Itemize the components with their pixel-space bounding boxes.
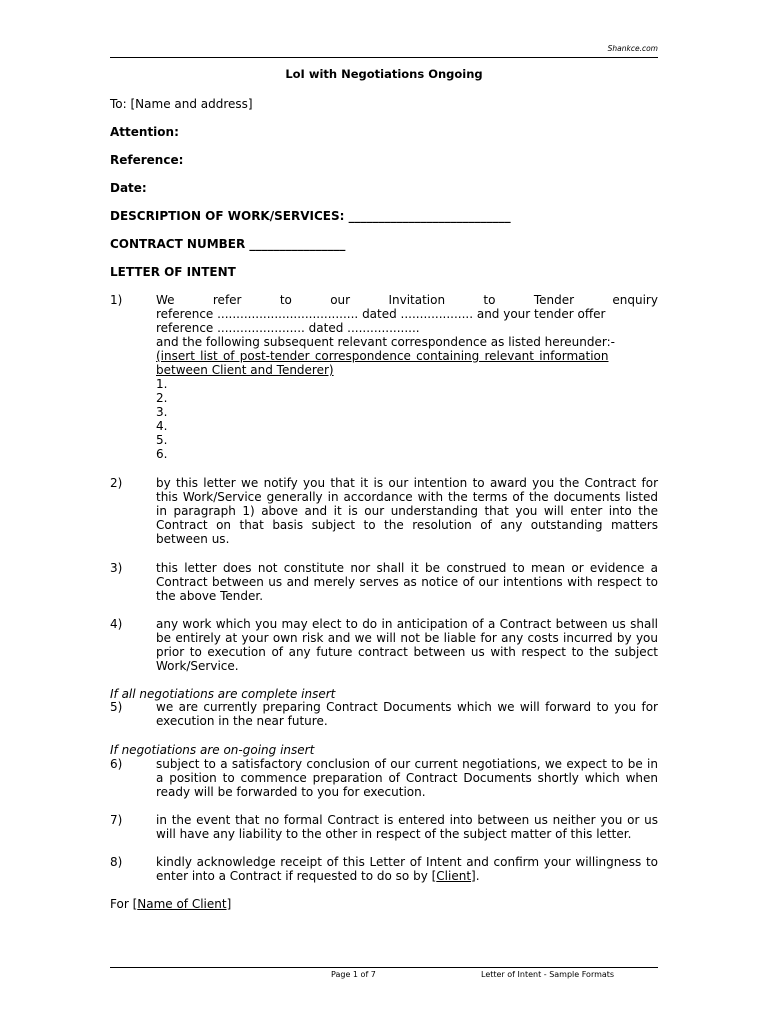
paragraph-8-end: ]. [471, 869, 480, 883]
paragraph-number: 8) [110, 855, 123, 869]
paragraph-1-line-5: (insert list of post-tender correspondence containing relevant information [156, 349, 609, 363]
for-client-line [110, 897, 231, 911]
description-line: DESCRIPTION OF WORK/SERVICES: ___________________________ [110, 209, 511, 223]
contract-number-line: CONTRACT NUMBER ________________ [110, 237, 346, 251]
paragraph-number: 6) [110, 757, 123, 771]
list-item: 5. [156, 433, 168, 447]
paragraph-1-line-2: reference ..................................... dated ................... and your tender offer [156, 307, 606, 321]
for-suffix: ] [226, 897, 232, 911]
word: to [483, 293, 496, 307]
document-title: LoI with Negotiations Ongoing [285, 67, 483, 81]
paragraph-8-text: kindly acknowledge receipt of this Letter of Intent and confirm your willingness to enter into a Contract if requested to do so by [ [156, 855, 658, 883]
word: our [330, 293, 351, 307]
word: Invitation [388, 293, 446, 307]
paragraph-number: 7) [110, 813, 123, 827]
client-name-placeholder: Name of Client [137, 897, 227, 911]
list-item: 1. [156, 377, 168, 391]
word: Tender [533, 293, 575, 307]
paragraph-3: this letter does not constitute nor shall it be construed to mean or evidence a Contract between us and merely serves as notice of our intentions with respect to the above Tender. [156, 561, 658, 603]
client-placeholder: Client [436, 869, 472, 883]
list-item: 6. [156, 447, 168, 461]
footer-document-title: Letter of Intent - Sample Formats [481, 970, 615, 979]
attention-label: Attention: [110, 125, 179, 139]
paragraph-2: by this letter we notify you that it is our intention to award you the Contract for this Work/Service generally in accordance with the terms of the documents listed in paragraph 1) above and it is our understanding that you will enter into the Contract on that basis subject to the resolution of any outstanding matters between us. [156, 476, 658, 546]
date-label: Date: [110, 181, 147, 195]
paragraph-1-line-1 [156, 293, 658, 307]
paragraph-6: subject to a satisfactory conclusion of our current negotiations, we expect to be in a position to commence preparation of Contract Documents shortly which when ready will be forwarded to you for execution. [156, 757, 658, 799]
letter-of-intent-heading: LETTER OF INTENT [110, 265, 236, 279]
note-negotiations-ongoing: If negotiations are on-going insert [110, 743, 315, 757]
paragraph-1 [156, 293, 658, 377]
word: We [156, 293, 175, 307]
word: enquiry [612, 293, 658, 307]
word: refer [212, 293, 242, 307]
paragraph-number: 5) [110, 700, 123, 714]
paragraph-4: any work which you may elect to do in anticipation of a Contract between us shall be entirely at your own risk and we will not be liable for any costs incurred by you prior to execution of any future contract between us with respect to the subject Work/Service. [156, 617, 658, 673]
list-item: 2. [156, 391, 168, 405]
paragraph-number: 2) [110, 476, 123, 490]
paragraph-1-line-4: and the following subsequent relevant correspondence as listed hereunder:- [156, 335, 615, 349]
paragraph-8 [156, 855, 658, 883]
paragraph-5: we are currently preparing Contract Documents which we will forward to you for execution in the near future. [156, 700, 658, 728]
header-site-name: Shankce.com [607, 44, 658, 53]
word: to [279, 293, 292, 307]
note-negotiations-complete: If all negotiations are complete insert [110, 687, 336, 701]
paragraph-7: in the event that no formal Contract is entered into between us neither you or us will have any liability to the other in respect of the subject matter of this letter. [156, 813, 658, 841]
list-item: 3. [156, 405, 168, 419]
paragraph-number: 1) [110, 293, 123, 307]
page-number: Page 1 of 7 [331, 970, 376, 979]
footer-rule [110, 967, 658, 968]
paragraph-number: 3) [110, 561, 123, 575]
paragraph-1-line-6: between Client and Tenderer) [156, 363, 334, 377]
list-item: 4. [156, 419, 168, 433]
for-prefix: For [ [110, 897, 138, 911]
header-rule [110, 57, 658, 58]
paragraph-1-line-3: reference ....................... dated ................... [156, 321, 420, 335]
reference-label: Reference: [110, 153, 184, 167]
paragraph-number: 4) [110, 617, 123, 631]
to-line: To: [Name and address] [110, 97, 253, 111]
